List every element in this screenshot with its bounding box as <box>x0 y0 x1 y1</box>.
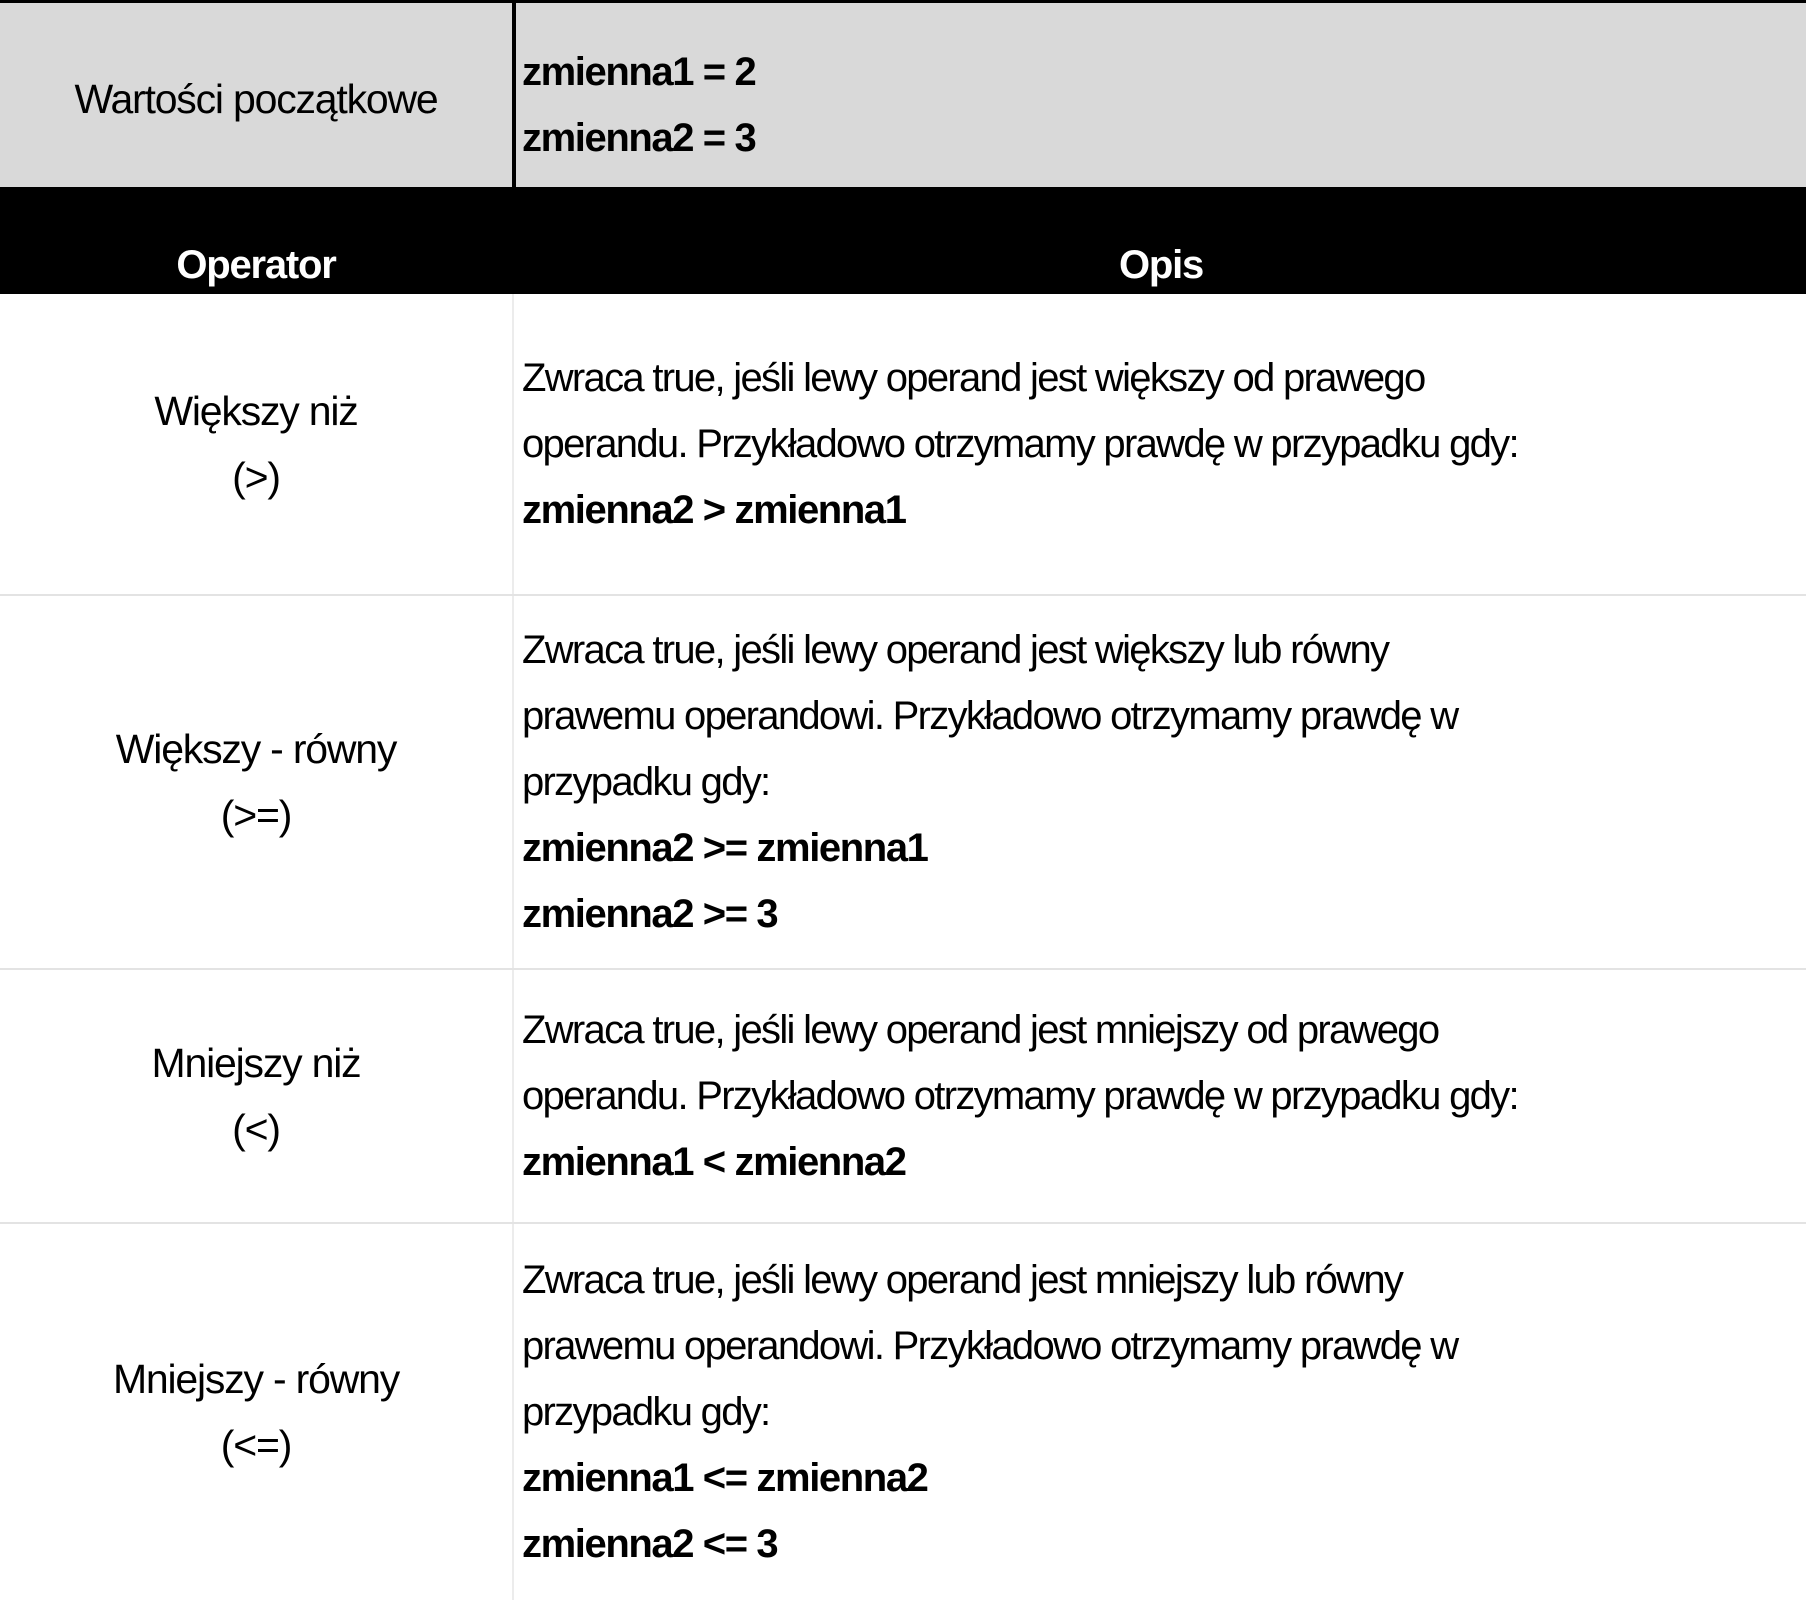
operator-symbol: (<=) <box>220 1422 292 1468</box>
description-line: przypadku gdy: <box>522 1390 770 1434</box>
operator-cell <box>0 596 512 968</box>
example-expression: zmienna2 >= 3 <box>522 892 778 936</box>
operator-symbol: (>) <box>232 454 280 500</box>
example-expression: zmienna1 <= zmienna2 <box>522 1456 928 1500</box>
table-header <box>0 187 1806 294</box>
example-expression: zmienna2 >= zmienna1 <box>522 826 928 870</box>
table-row <box>0 970 1806 1224</box>
description-line: operandu. Przykładowo otrzymamy prawdę w przypadku gdy: <box>522 422 1518 466</box>
description-line: Zwraca true, jeśli lewy operand jest większy lub równy <box>522 628 1389 672</box>
description-cell <box>522 1224 1457 1600</box>
operator-cell <box>0 970 512 1222</box>
initial-value: zmienna1 = 2 <box>522 50 756 94</box>
column-divider <box>512 596 514 968</box>
description-line: Zwraca true, jeśli lewy operand jest mniejszy lub równy <box>522 1258 1403 1302</box>
example-expression: zmienna2 <= 3 <box>522 1522 778 1566</box>
header-description: Opis <box>1118 243 1204 287</box>
example-expression: zmienna2 > zmienna1 <box>522 488 906 532</box>
table-row <box>0 1224 1806 1600</box>
table-row <box>0 596 1806 970</box>
column-divider <box>512 294 514 594</box>
description-line: prawemu operandowi. Przykładowo otrzymamy prawdę w <box>522 1324 1458 1368</box>
header-operator: Operator <box>176 243 336 287</box>
description-cell <box>522 596 1457 968</box>
description-line: Zwraca true, jeśli lewy operand jest mniejszy od prawego <box>522 1008 1439 1052</box>
operator-name: Większy niż <box>154 388 358 434</box>
operator-cell <box>0 1224 512 1600</box>
operator-name: Mniejszy - równy <box>112 1356 400 1402</box>
description-cell <box>522 970 1518 1222</box>
column-divider <box>512 970 514 1222</box>
description-line: przypadku gdy: <box>522 760 770 804</box>
description-cell <box>522 294 1518 594</box>
operator-symbol: (<) <box>232 1106 280 1152</box>
column-divider <box>512 3 516 187</box>
operator-symbol: (>=) <box>220 792 292 838</box>
initial-value: zmienna2 = 3 <box>522 116 756 160</box>
operator-cell <box>0 294 512 594</box>
initial-values-list <box>522 39 755 171</box>
column-divider <box>512 1224 514 1600</box>
initial-values-band <box>0 3 1806 187</box>
operator-name: Mniejszy niż <box>151 1040 361 1086</box>
description-line: prawemu operandowi. Przykładowo otrzymamy prawdę w <box>522 694 1458 738</box>
example-expression: zmienna1 < zmienna2 <box>522 1140 906 1184</box>
operator-name: Większy - równy <box>115 726 397 772</box>
description-line: Zwraca true, jeśli lewy operand jest większy od prawego <box>522 356 1425 400</box>
initial-values-label: Wartości początkowe <box>74 75 438 122</box>
table-row <box>0 294 1806 596</box>
description-line: operandu. Przykładowo otrzymamy prawdę w przypadku gdy: <box>522 1074 1518 1118</box>
